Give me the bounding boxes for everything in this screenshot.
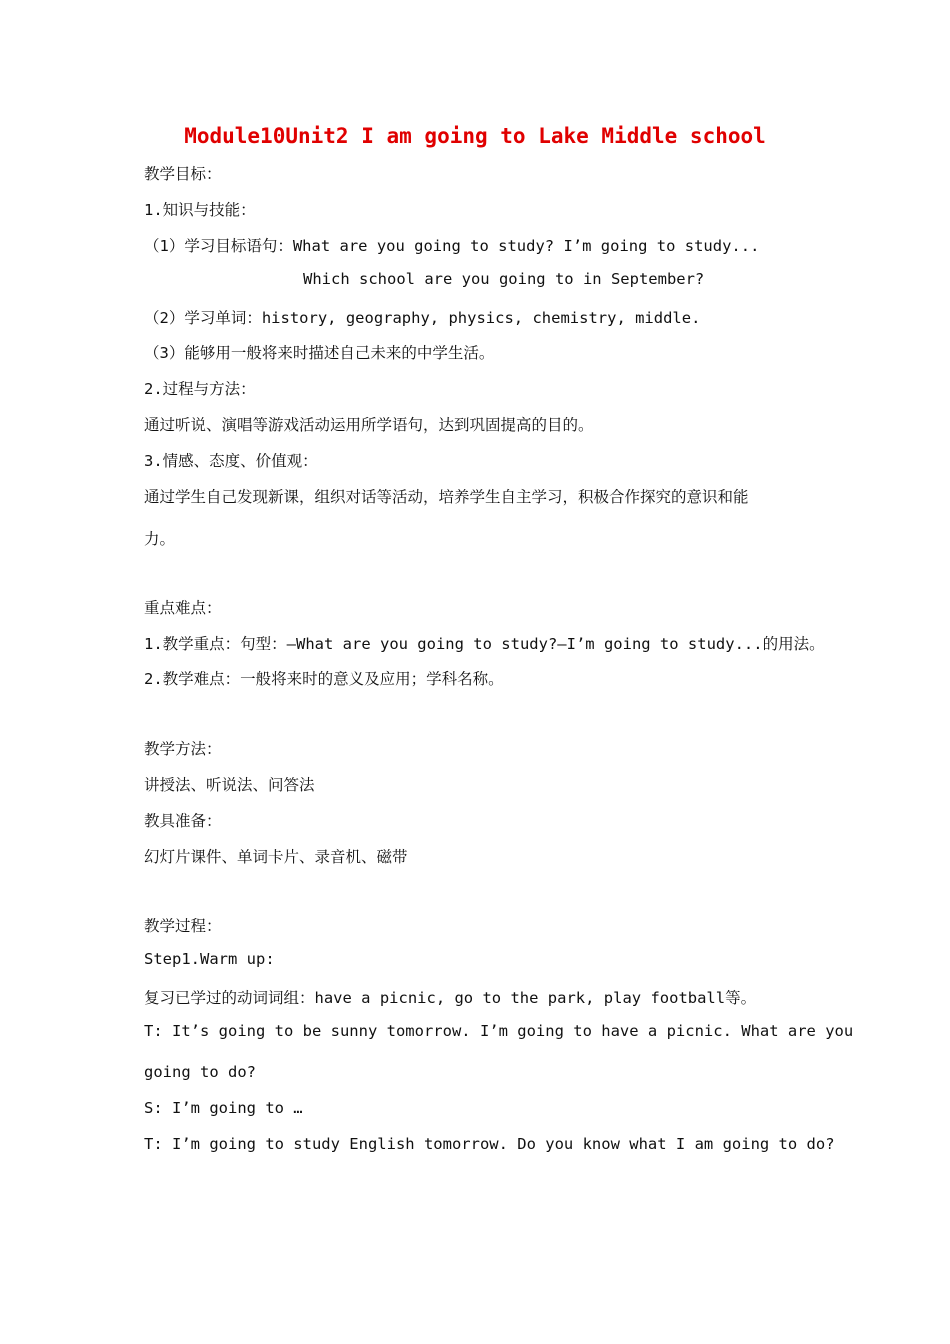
heading-objectives: 教学目标：	[144, 165, 222, 183]
objective-sentence-2: Which school are you going to in September?	[303, 270, 705, 288]
heading-procedure: 教学过程：	[144, 917, 222, 935]
document-title: Module10Unit2 I am going to Lake Middle school	[184, 124, 766, 148]
objective-words: （2）学习单词：history, geography, physics, chemistry, middle.	[144, 309, 701, 327]
heading-materials: 教具准备：	[144, 812, 222, 830]
emotion-text: 通过学生自己发现新课，组织对话等活动，培养学生自主学习，积极合作探究的意识和能	[144, 488, 749, 506]
dialogue-teacher-2: T: I’m going to study English tomorrow. Do you know what I am going to do?	[144, 1135, 835, 1153]
heading-key-points: 重点难点：	[144, 599, 222, 617]
objective-emotion: 3.情感、态度、价值观：	[144, 452, 318, 470]
dialogue-teacher-1: T: It’s going to be sunny tomorrow. I’m going to have a picnic. What are you	[144, 1022, 854, 1040]
materials-text: 幻灯片课件、单词卡片、录音机、磁带	[144, 848, 408, 866]
objective-sentence: （1）学习目标语句：What are you going to study? I’m going to study...	[144, 237, 760, 255]
heading-methods: 教学方法：	[144, 740, 222, 758]
emotion-text-2: 力。	[144, 530, 176, 548]
objective-knowledge: 1.知识与技能：	[144, 201, 256, 219]
dialogue-teacher-1b: going to do?	[144, 1063, 256, 1081]
process-text: 通过听说、演唱等游戏活动运用所学语句，达到巩固提高的目的。	[144, 416, 594, 434]
dialogue-student: S: I’m going to …	[144, 1099, 303, 1117]
objective-process: 2.过程与方法：	[144, 380, 256, 398]
step1-review: 复习已学过的动词词组：have a picnic, go to the park, play football等。	[144, 989, 757, 1007]
key-point-1: 1.教学重点：句型：—What are you going to study?—I’m going to study...的用法。	[144, 635, 825, 653]
methods-text: 讲授法、听说法、问答法	[144, 776, 315, 794]
objective-tense: （3）能够用一般将来时描述自己未来的中学生活。	[144, 344, 495, 362]
step1-heading: Step1.Warm up:	[144, 950, 275, 968]
key-point-2: 2.教学难点：一般将来时的意义及应用；学科名称。	[144, 670, 504, 688]
